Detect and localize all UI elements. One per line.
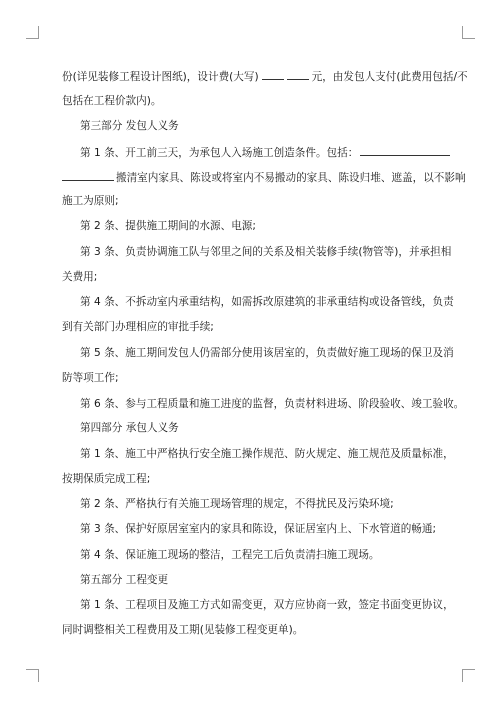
section-heading: 第五部分 工程变更 <box>80 574 169 586</box>
crop-mark-top-right <box>462 26 475 39</box>
clause-line: 第 2 条、提供施工期间的水源、电源; <box>80 220 256 232</box>
clause-line: 第 3 条、保护好原居室室内的家具和陈设，保证居室内上、下水管道的畅通; <box>80 523 437 535</box>
body-line: 到有关部门办理相应的审批手续; <box>62 321 214 333</box>
blank-underline <box>262 69 284 80</box>
body-line <box>62 69 468 84</box>
clause-line: 第 1 条、施工中严格执行安全施工操作规范、防火规定、施工规范及质量标准， <box>80 448 454 460</box>
clause-line: 第 4 条、不拆动室内承重结构，如需拆改原建筑的非承重结构或设备管线，负责 <box>80 296 454 308</box>
blank-underline <box>360 145 450 156</box>
clause-line: 第 1 条、工程项目及施工方式如需变更，双方应协商一致，签定书面变更协议， <box>80 599 454 611</box>
clause-line: 第 5 条、施工期间发包人仍需部分使用该居室的，负责做好施工现场的保卫及消 <box>80 347 454 359</box>
clause-line: 第 3 条、负责协调施工队与邻里之间的关系及相关装修手续(物管等)，并承担相 <box>80 246 452 258</box>
body-line: 包括在工程价款内)。 <box>62 95 162 107</box>
blank-underline <box>287 69 309 80</box>
line-text: 第 1 条、开工前三天，为承包人入场施工创造条件。包括： <box>80 147 359 159</box>
body-line: 防等项工作; <box>62 372 119 384</box>
line-text: 搬清室内家具、陈设或将室内不易搬动的家具、陈设归堆、遮盖，以不影响 <box>116 172 466 184</box>
crop-mark-bottom-right <box>462 669 475 682</box>
body-line: 施工为原则; <box>62 195 119 207</box>
line-text: 元，由发包人支付(此费用包括/不 <box>311 71 468 83</box>
clause-line <box>80 145 442 160</box>
clause-line: 第 6 条、参与工程质量和施工进度的监督，负责材料进场、阶段验收、竣工验收。 <box>80 398 465 410</box>
line-text: 份(详见装修工程设计图纸)，设计费(大写) <box>62 71 259 83</box>
section-heading: 第三部分 发包人义务 <box>80 120 179 132</box>
body-line: 同时调整相关工程费用及工期(见装修工程变更单)。 <box>62 624 304 636</box>
crop-mark-bottom-left <box>26 669 39 682</box>
body-line: 按期保质完成工程; <box>62 473 151 485</box>
clause-line: 第 4 条、保证施工现场的整洁，工程完工后负责清扫施工现场。 <box>80 549 380 561</box>
body-line <box>62 170 466 185</box>
blank-underline <box>62 170 114 181</box>
body-line: 关费用; <box>62 271 98 283</box>
section-heading: 第四部分 承包人义务 <box>80 422 179 434</box>
clause-line: 第 2 条、严格执行有关施工现场管理的规定，不得扰民及污染环境; <box>80 498 394 510</box>
crop-mark-top-left <box>26 26 39 39</box>
